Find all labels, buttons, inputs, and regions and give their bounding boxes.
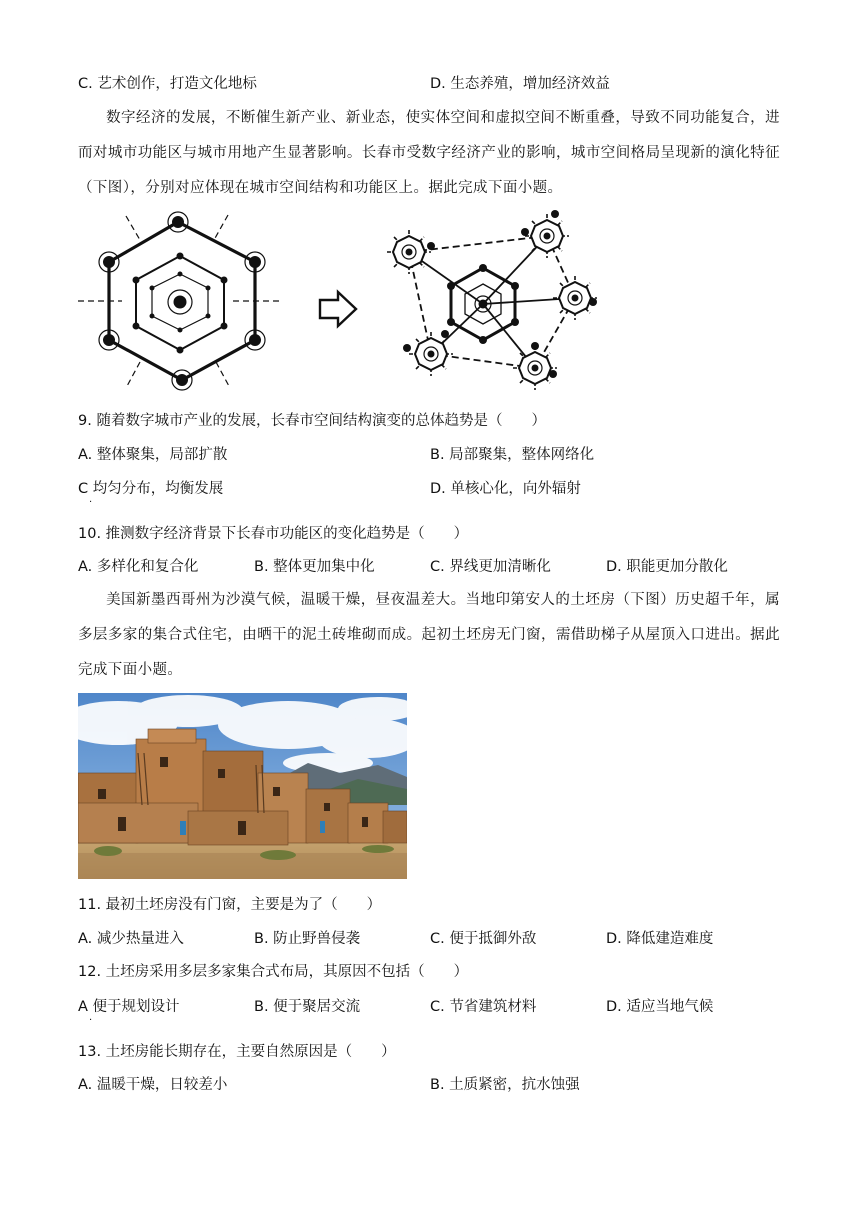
q9-option-b[interactable]: B. 局部聚集，整体网络化	[430, 447, 595, 463]
q10-option-d[interactable]: D. 职能更加分散化	[606, 559, 728, 575]
single-core-structure-diagram	[78, 210, 288, 396]
q9-option-a[interactable]: A. 整体聚集，局部扩散	[78, 447, 228, 463]
adobe-pueblo-photo	[78, 693, 407, 879]
q10-option-a[interactable]: A. 多样化和复合化	[78, 559, 199, 575]
q11-option-a[interactable]: A. 减少热量进入	[78, 931, 184, 947]
q13-option-a[interactable]: A. 温暖干燥，日较差小	[78, 1077, 228, 1093]
option-c-prev: C. 艺术创作，打造文化地标	[78, 76, 257, 92]
q12-option-a[interactable]: A 便于规划设计	[78, 999, 180, 1015]
q10-option-b[interactable]: B. 整体更加集中化	[254, 559, 375, 575]
q12-option-d[interactable]: D. 适应当地气候	[606, 999, 714, 1015]
question-11-stem: 11. 最初土坯房没有门窗，主要是为了（ ）	[78, 897, 382, 913]
transition-arrow	[318, 290, 360, 328]
question-10-stem: 10. 推测数字经济背景下长春市功能区的变化趋势是（ ）	[78, 526, 469, 542]
option-dot-mark: ·	[89, 1015, 93, 1026]
q11-option-d[interactable]: D. 降低建造难度	[606, 931, 714, 947]
option-d-prev: D. 生态养殖，增加经济效益	[430, 76, 610, 92]
q9-option-c[interactable]: C 均匀分布，均衡发展	[78, 481, 224, 497]
option-dot-mark: ·	[89, 497, 93, 508]
question-13-stem: 13. 土坯房能长期存在，主要自然原因是（ ）	[78, 1044, 396, 1060]
q11-option-b[interactable]: B. 防止野兽侵袭	[254, 931, 361, 947]
passage-digital-economy: 数字经济的发展，不断催生新产业、新业态，使实体空间和虚拟空间不断重叠，导致不同功能复合，进而对城市功能区与城市用地产生显著影响。长春市受数字经济产业的影响，城市空间格局呈现新的演化特征（下图），分别对应体现在城市空间结构和功能区上。据此完成下面小题。	[78, 110, 780, 196]
multi-core-network-diagram	[385, 206, 605, 392]
q13-option-b[interactable]: B. 土质紧密，抗水蚀强	[430, 1077, 580, 1093]
q12-option-c[interactable]: C. 节省建筑材料	[430, 999, 537, 1015]
question-12-stem: 12. 土坯房采用多层多家集合式布局，其原因不包括（ ）	[78, 964, 469, 980]
question-9-stem: 9. 随着数字城市产业的发展，长春市空间结构演变的总体趋势是（ ）	[78, 413, 546, 429]
q10-option-c[interactable]: C. 界线更加清晰化	[430, 559, 551, 575]
q11-option-c[interactable]: C. 便于抵御外敌	[430, 931, 537, 947]
q9-option-d[interactable]: D. 单核心化，向外辐射	[430, 481, 581, 497]
q12-option-b[interactable]: B. 便于聚居交流	[254, 999, 361, 1015]
passage-adobe-houses: 美国新墨西哥州为沙漠气候，温暖干燥，昼夜温差大。当地印第安人的土坯房（下图）历史超千年，属多层多家的集合式住宅，由晒干的泥土砖堆砌而成。起初土坯房无门窗，需借助梯子从屋顶入口进出。据此完成下面小题。	[78, 592, 780, 678]
